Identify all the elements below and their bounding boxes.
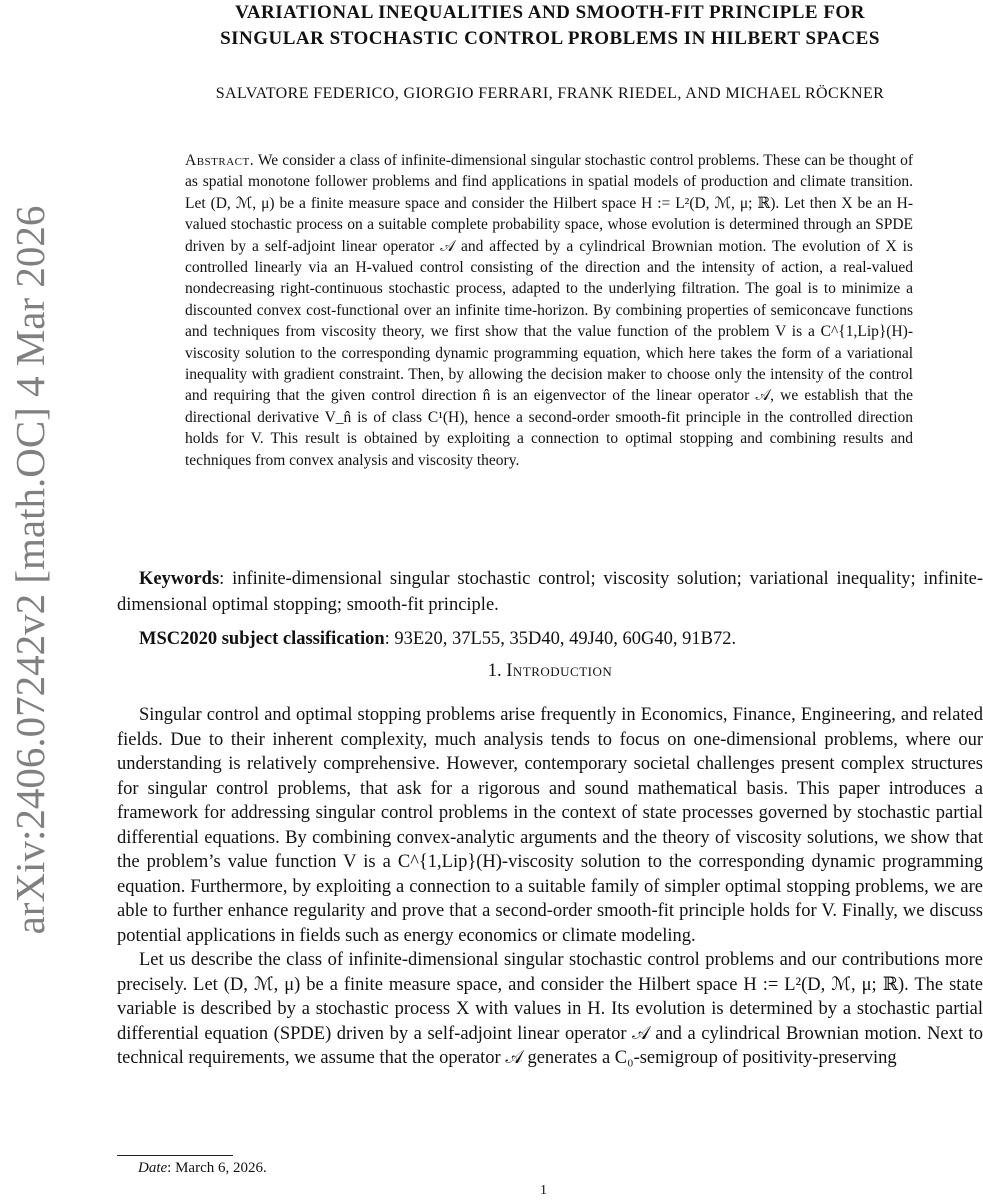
body-paragraph: Singular control and optimal stopping problems arise frequently in Economics, Finance, Engineering, and related fields. Due to their inherent complexity, much analysis tends to focus on one-dimensional problems, where our understanding is relatively comprehensive. However, contemporary societal challenges present complex structures for singular control problems, that ask for a rigorous and sound mathematical basis. This paper introduces a framework for addressing singular control problems in the context of state processes governed by stochastic partial differential equations. By combining convex-analytic arguments and the theory of viscosity solutions, we show that the problem’s value function V is a C^{1,Lip}(H)-viscosity solution to the corresponding dynamic programming equation. Furthermore, by exploiting a connection to a suitable family of simpler optimal stopping problems, we are able to further enhance regularity and prove that a second-order smooth-fit principle holds for V. Finally, we discuss potential applications in fields such as energy economics or climate modeling. bbox=[117, 705, 983, 946]
introduction-body bbox=[117, 703, 983, 1071]
page-number: 1 bbox=[540, 1183, 547, 1198]
date-footnote bbox=[138, 1160, 267, 1177]
title-line-2: SINGULAR STOCHASTIC CONTROL PROBLEMS IN HILBERT SPACES bbox=[220, 28, 880, 49]
arxiv-identifier-stamp: arXiv:2406.07242v2 [math.OC] 4 Mar 2026 bbox=[7, 205, 53, 935]
footnote-text: : March 6, 2026. bbox=[167, 1160, 267, 1176]
keywords-block bbox=[117, 566, 983, 660]
abstract-label: Abstract. bbox=[185, 152, 255, 169]
footnote-divider bbox=[117, 1155, 233, 1156]
abstract-text: We consider a class of infinite-dimensional singular stochastic control problems. These can be thought of as spatial monotone follower problems and find applications in spatial models of production and climate transition. Let (D, ℳ, μ) be a finite measure space and consider the Hilbert space H := L²(D, ℳ, μ; ℝ). Let then X be an H-valued stochastic process on a suitable complete probability space, whose evolution is determined through an SPDE driven by a self-adjoint linear operator 𝒜 and affected by a cylindrical Brownian motion. The evolution of X is controlled linearly via an H-valued control consisting of the direction and the intensity of action, a real-valued nondecreasing right-continuous stochastic process, adapted to the underlying filtration. The goal is to minimize a discounted convex cost-functional over an infinite time-horizon. By combining properties of semiconcave functions and techniques from viscosity theory, we first show that the value function of the problem V is a C^{1,Lip}(H)-viscosity solution to the corresponding dynamic programming equation, which here takes the form of a variational inequality with gradient constraint. Then, by allowing the decision maker to choose only the intensity of the control and requiring that the given control direction n̂ is an eigenvector of the linear operator 𝒜, we establish that the directional derivative V_n̂ is of class C¹(H), hence a second-order smooth-fit principle in the controlled direction holds for V. This result is obtained by exploiting a connection to optimal stopping and combining results and techniques from convex analysis and viscosity theory. bbox=[185, 152, 913, 469]
body-paragraph: Let us describe the class of infinite-dimensional singular stochastic control problems and our contributions more precisely. Let (D, ℳ, μ) be a finite measure space, and consider the Hilbert space H := L²(D, ℳ, μ; ℝ). The state variable is described by a stochastic process X with values in H. Its evolution is determined by a stochastic partial differential equation (SPDE) driven by a self-adjoint linear operator 𝒜 and a cylindrical Brownian motion. Next to technical requirements, we assume that the operator 𝒜 generates a C₀-semigroup of positivity-preserving bbox=[117, 950, 983, 1068]
title-line-1: VARIATIONAL INEQUALITIES AND SMOOTH-FIT PRINCIPLE FOR bbox=[235, 2, 865, 23]
msc-label: MSC2020 subject classification bbox=[139, 629, 385, 649]
msc-line bbox=[117, 626, 983, 652]
keywords-text: : infinite-dimensional singular stochastic control; viscosity solution; variational inequality; infinite-dimensional optimal stopping; smooth-fit principle. bbox=[117, 569, 983, 615]
author-list: SALVATORE FEDERICO, GIORGIO FERRARI, FRANK RIEDEL, AND MICHAEL RÖCKNER bbox=[215, 85, 885, 102]
keywords-label: Keywords bbox=[139, 569, 220, 589]
paper-title bbox=[110, 0, 983, 52]
section-title: Introduction bbox=[506, 661, 613, 681]
abstract bbox=[185, 150, 913, 471]
msc-text: : 93E20, 37L55, 35D40, 49J40, 60G40, 91B72. bbox=[384, 629, 737, 649]
keywords-line bbox=[117, 566, 983, 618]
section-number: 1. bbox=[487, 661, 502, 681]
footnote-label: Date bbox=[138, 1160, 168, 1176]
section-heading-introduction bbox=[117, 661, 983, 682]
